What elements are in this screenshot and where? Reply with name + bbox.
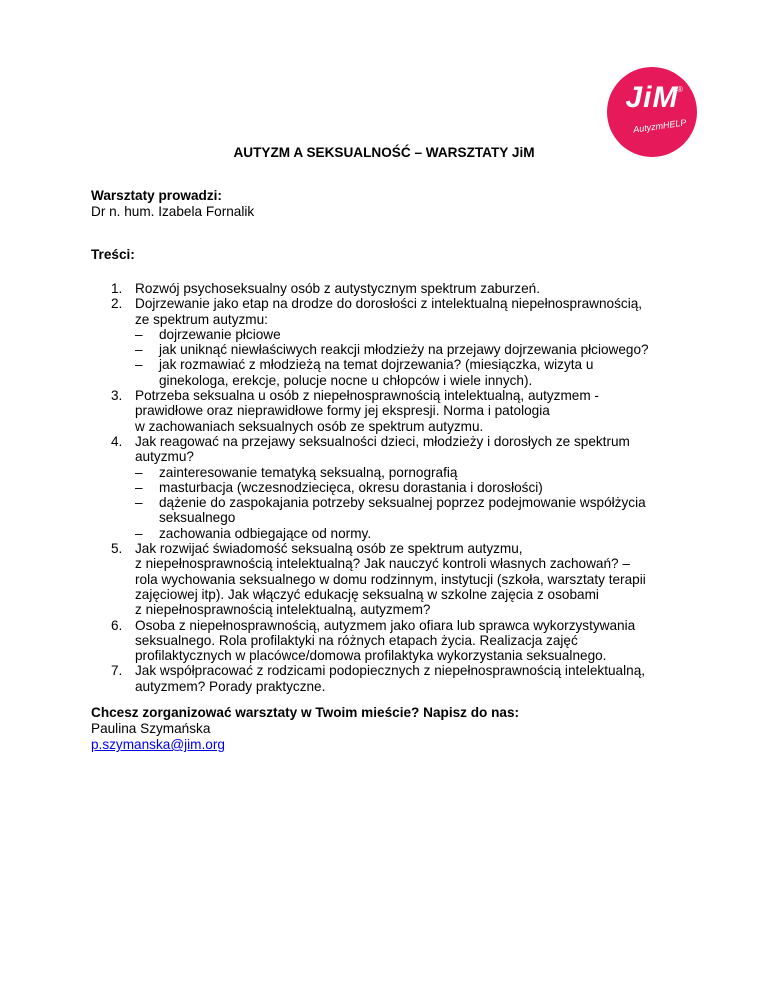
list-item	[91, 388, 691, 434]
dash-bullet: –	[135, 342, 143, 358]
sub-list-item-line: zainteresowanie tematyką seksualną, pornografią	[159, 464, 458, 480]
sub-list-item	[135, 480, 691, 495]
list-item-line: Jak reagować na przejawy seksualności dzieci, młodzieży i dorosłych ze spektrum	[135, 433, 630, 449]
contents-heading: Treści:	[91, 247, 135, 262]
list-item	[91, 541, 691, 617]
facilitator-name: Dr n. hum. Izabela Fornalik	[91, 204, 255, 219]
dash-bullet: –	[135, 479, 143, 495]
list-item-number: 6.	[111, 617, 123, 633]
contact-email-link[interactable]: p.szymanska@jim.org	[91, 737, 225, 752]
contents-list	[91, 281, 691, 694]
list-item-line: autyzmu?	[135, 449, 194, 465]
list-item-number: 3.	[111, 388, 123, 404]
list-item-line: autyzmem? Porady praktyczne.	[135, 678, 326, 694]
list-item-number: 1.	[111, 281, 123, 296]
sub-list-item-line: ginekologa, erekcje, polucje nocne u chłopców i wiele innych).	[159, 372, 533, 388]
dash-bullet: –	[135, 525, 143, 541]
jim-logo	[607, 67, 697, 157]
list-item-line: w zachowaniach seksualnych osób ze spektrum autyzmu.	[135, 418, 484, 434]
sub-list-item-line: masturbacja (wczesnodziecięca, okresu dorastania i dorosłości)	[159, 479, 543, 495]
sub-list-item	[135, 465, 691, 480]
list-item-line: seksualnego. Rola profilaktyki na różnych etapach życia. Realizacja zajęć	[135, 632, 578, 648]
sub-list-item	[135, 327, 691, 342]
dash-bullet: –	[135, 357, 143, 373]
registered-mark: ®	[677, 85, 683, 94]
list-item-line: rola wychowania seksualnego w domu rodzinnym, instytucji (szkoła, warsztaty terapii	[135, 571, 646, 587]
contact-section	[91, 705, 691, 753]
sub-list-item-line: jak rozmawiać z młodzieżą na temat dojrzewania? (miesiączka, wizyta u	[159, 357, 594, 373]
logo-wordmark: JiM	[625, 81, 679, 114]
list-item-line: z niepełnosprawnością intelektualną? Jak nauczyć kontroli własnych zachowań? –	[135, 556, 630, 572]
list-item	[91, 296, 691, 388]
list-item-line: ze spektrum autyzmu:	[135, 311, 268, 327]
list-item	[91, 618, 691, 664]
list-item-number: 5.	[111, 541, 123, 557]
dash-bullet: –	[135, 326, 143, 342]
list-item-line: prawidłowe oraz nieprawidłowe formy jej ekspresji. Norma i patologia	[135, 403, 550, 419]
list-item-number: 4.	[111, 433, 123, 449]
facilitator-section	[91, 188, 691, 220]
sub-list-item	[135, 342, 691, 357]
list-item-line: Osoba z niepełnosprawnością, autyzmem jako ofiara lub sprawca wykorzystywania	[135, 617, 636, 633]
list-item-line: Dojrzewanie jako etap na drodze do dorosłości z intelektualną niepełnosprawnością,	[135, 296, 643, 312]
list-item-text: Rozwój psychoseksualny osób z autystycznym spektrum zaburzeń.	[135, 281, 540, 296]
sub-list-item	[135, 357, 691, 388]
list-item	[91, 281, 691, 296]
contact-name: Paulina Szymańska	[91, 721, 211, 736]
sub-list-item-line: zachowania odbiegające od normy.	[159, 525, 372, 541]
list-item-line: profilaktycznych w placówce/domowa profilaktyka wykorzystania seksualnego.	[135, 648, 607, 664]
contact-heading: Chcesz zorganizować warsztaty w Twoim mieście? Napisz do nas:	[91, 705, 520, 720]
list-item	[91, 434, 691, 541]
sub-list-item	[135, 526, 691, 541]
sub-list-item-line: seksualnego	[159, 510, 236, 526]
facilitator-heading: Warsztaty prowadzi:	[91, 188, 222, 203]
sub-list-item-line: jak uniknąć niewłaściwych reakcji młodzieży na przejawy dojrzewania płciowego?	[159, 342, 649, 358]
dash-bullet: –	[135, 464, 143, 480]
sub-list-item-line: dążenie do zaspokajania potrzeby seksualnej poprzez podejmowanie współżycia	[159, 495, 646, 511]
dash-bullet: –	[135, 495, 143, 511]
list-item	[91, 663, 691, 694]
list-item-line: Potrzeba seksualna u osób z niepełnosprawnością intelektualną, autyzmem -	[135, 388, 599, 404]
list-item-line: Jak współpracować z rodzicami podopiecznych z niepełnosprawnością intelektualną,	[135, 663, 646, 679]
document-title: AUTYZM A SEKSUALNOŚĆ – WARSZTATY JiM	[233, 145, 535, 160]
list-item-line: zajęciowej itp). Jak włączyć edukację seksualną w szkolne zajęcia z osobami	[135, 586, 599, 602]
sub-list-item-line: dojrzewanie płciowe	[159, 326, 281, 342]
list-item-line: Jak rozwijać świadomość seksualną osób ze spektrum autyzmu,	[135, 541, 523, 557]
logo-tagline: AutyzmHELP	[632, 117, 687, 135]
list-item-number: 2.	[111, 296, 123, 312]
list-item-number: 7.	[111, 663, 123, 679]
list-item-line: z niepełnosprawnością intelektualną, autyzmem?	[135, 602, 431, 618]
sub-list-item	[135, 495, 691, 526]
